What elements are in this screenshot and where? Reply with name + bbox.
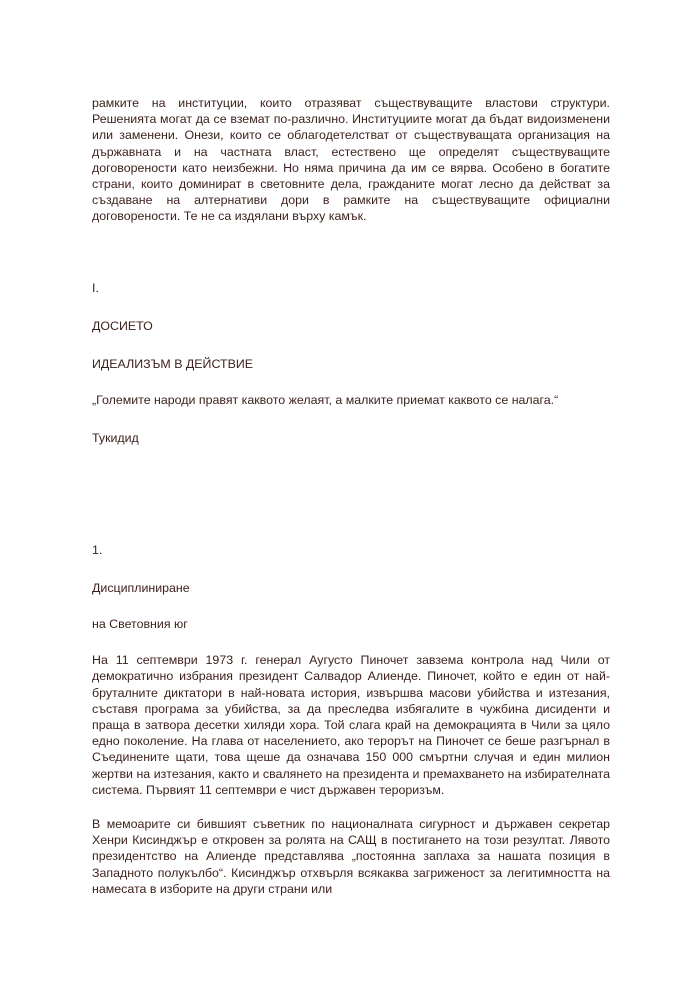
chapter-number: 1. xyxy=(92,542,103,557)
body-paragraph-2: В мемоарите си бившият съветник по националната сигурност и държавен секретар Хенри Кисинджър е откровен за ролята на САЩ в постигането на този резултат. Лявото президентство на Алиенде представлява „постоянна заплаха за нашата позиция в Западното полукълбо“. Кисинджър отхвърля всякаква загриженост за легитимността на намесата в изборите на други страни или xyxy=(92,817,610,896)
epigraph-quote: „Големите народи правят каквото желаят, а малките приемат каквото се налага.“ xyxy=(92,393,559,408)
epigraph-author: Тукидид xyxy=(92,431,139,446)
part-number: I. xyxy=(92,280,99,295)
chapter-title-line-2: на Световния юг xyxy=(92,617,188,632)
chapter-title-line-1: Дисциплиниране xyxy=(92,580,190,595)
part-title: ДОСИЕТО xyxy=(92,318,153,333)
intro-paragraph: рамките на институции, които отразяват съществуващите властови структури. Решенията могат да се вземат по-различно. Институциите могат да бъдат видоизменени или заменени. Онези, които се облагодетелстват от съществуващата организация на държавната и на частната власт, естествено ще определят съществуващите договорености като неизбежни. Но няма причина да им се вярва. Особено в богатите страни, които доминират в световните дела, гражданите могат лесно да действат за създаване на алтернативи дори в рамките на съществуващите официални договорености. Те не са издялани върху камък. xyxy=(92,96,610,224)
page-content xyxy=(92,95,610,897)
body-paragraph-1: На 11 септември 1973 г. генерал Аугусто Пиночет завзема контрола над Чили от демократично избрания президент Салвадор Алиенде. Пиночет, който е един от най-бруталните диктатори в най-новата история, извършва масови убийства и изтезания, съставя програма за убийства, за да преследва избягалите в чужбина дисиденти и праща в затвора десетки хиляди хора. Той слага край на демокрацията в Чили за цяло едно поколение. На глава от населението, ако терорът на Пиночет се беше разгърнал в Съединените щати, това щеше да означава 150 000 смъртни случая и един милион жертви на изтезания, както и свалянето на президента и премахването на избирателната система. Първият 11 септември е чист държавен тероризъм. xyxy=(92,653,610,797)
part-subtitle: ИДЕАЛИЗЪМ В ДЕЙСТВИЕ xyxy=(92,357,253,372)
